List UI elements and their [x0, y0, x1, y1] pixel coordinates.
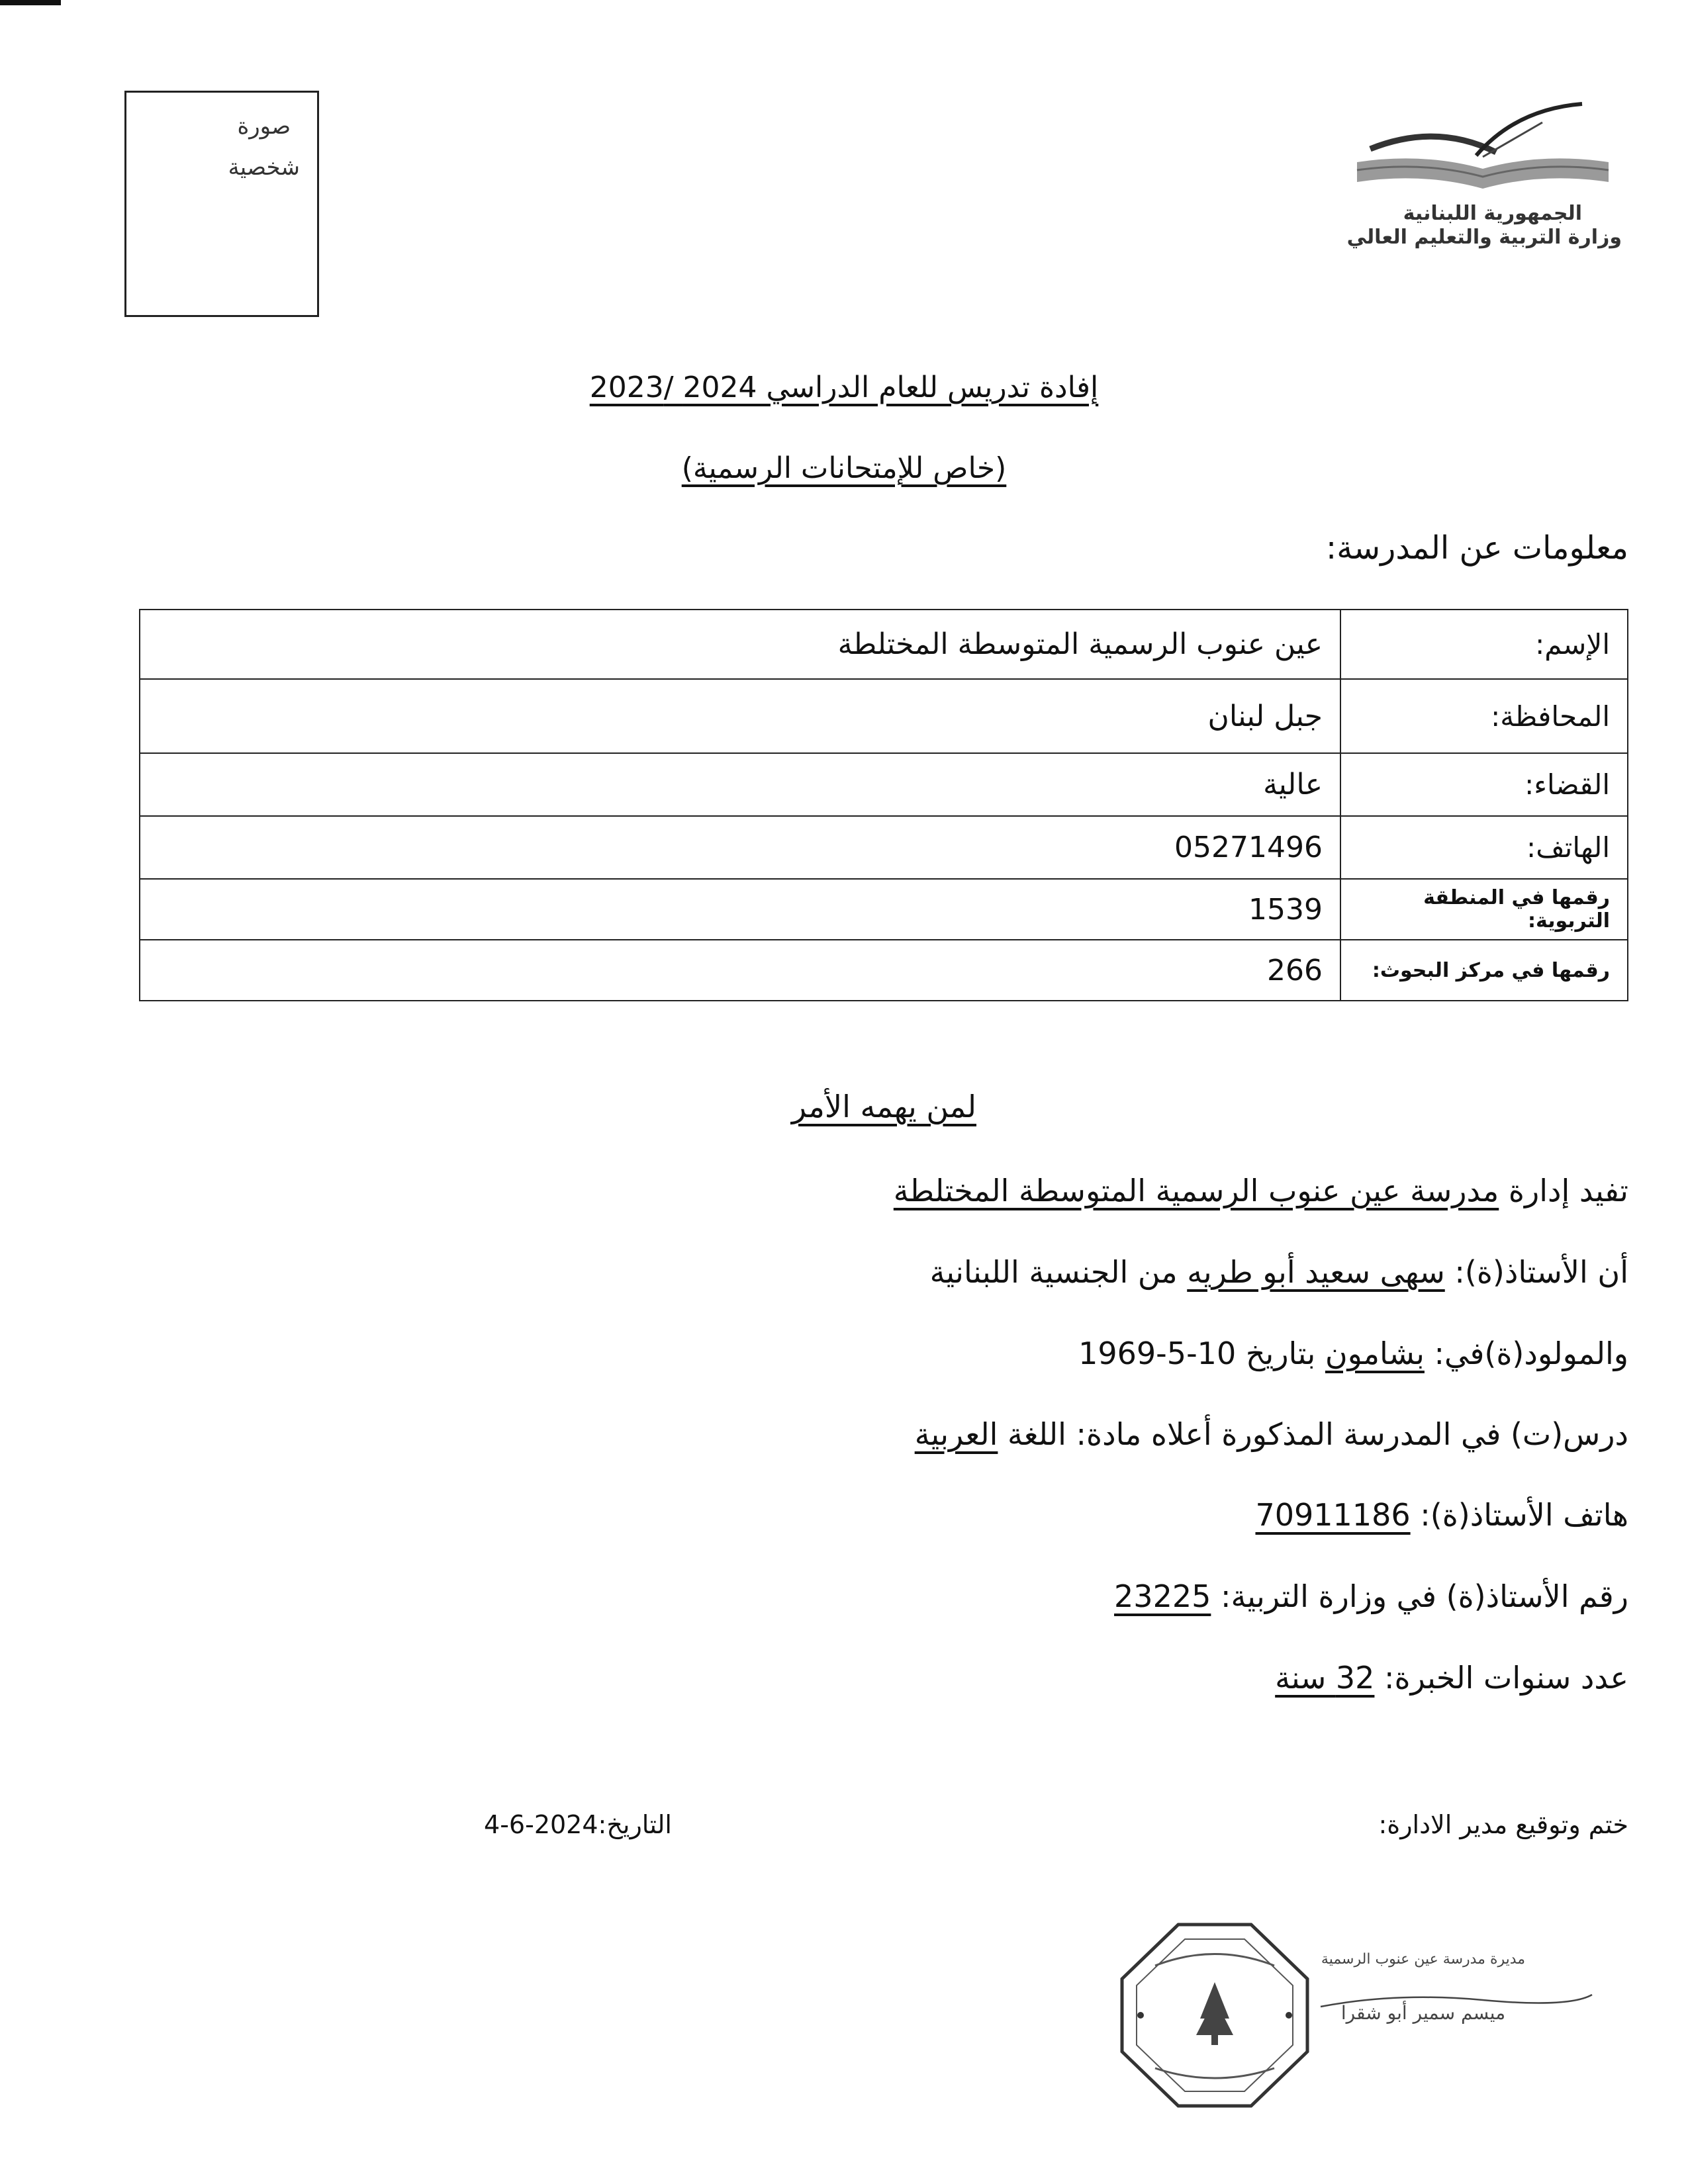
subject-value: العربية [914, 1416, 998, 1452]
line-text: تفيد إدارة [1508, 1173, 1628, 1208]
body-line-experience [1275, 1660, 1628, 1696]
line-text: من الجنسية اللبنانية [929, 1254, 1178, 1290]
logo-republic-text: الجمهورية اللبنانية [1403, 202, 1582, 225]
row-label: رقمها في مركز البحوث: [1340, 940, 1628, 1001]
school-info-table [139, 609, 1628, 1001]
document-date: التاريخ:2024-6-4 [484, 1810, 672, 1839]
row-value: جبل لبنان [140, 679, 1340, 753]
row-value: 266 [140, 940, 1340, 1001]
table-row [140, 879, 1628, 940]
birthplace-value: بشامون [1325, 1336, 1425, 1371]
line-text: رقم الأستاذ(ة) في وزارة التربية: [1221, 1578, 1628, 1614]
teacher-name-value: سهى سعيد أبو طريه [1187, 1254, 1445, 1290]
experience-value: 32 سنة [1275, 1660, 1375, 1696]
ministry-logo [1344, 96, 1622, 255]
row-label: المحافظة: [1340, 679, 1628, 753]
photo-label: صورة شخصية [228, 113, 300, 181]
row-label: الإسم: [1340, 610, 1628, 679]
line-text: أن الأستاذ(ة): [1454, 1254, 1628, 1290]
stamp-signature-label: ختم وتوقيع مدير الادارة: [1378, 1810, 1628, 1839]
document-title: إفادة تدريس للعام الدراسي 2024 /2023 [589, 371, 1099, 404]
scan-corner-mark [0, 0, 61, 5]
line-text: هاتف الأستاذ(ة): [1420, 1497, 1628, 1533]
logo-ministry-text: وزارة التربية والتعليم العالي [1346, 226, 1622, 249]
photo-placeholder-box [124, 91, 319, 317]
principal-name-text: ميسم سمير أبو شقرا [1340, 2002, 1506, 2024]
line-text: درس(ت) في المدرسة المذكورة أعلاه مادة: اللغة [1008, 1416, 1628, 1452]
teacher-phone-value: 70911186 [1255, 1497, 1411, 1533]
table-row [140, 753, 1628, 816]
row-label: رقمها في المنطقة التربوية: [1340, 879, 1628, 940]
body-line-school [894, 1173, 1628, 1208]
row-value: عالية [140, 753, 1340, 816]
body-line-subject [915, 1416, 1628, 1452]
row-label: الهاتف: [1340, 816, 1628, 879]
ministry-number-value: 23225 [1114, 1578, 1211, 1614]
table-row [140, 679, 1628, 753]
row-value: 1539 [140, 879, 1340, 940]
school-section-title: معلومات عن المدرسة: [1326, 529, 1628, 567]
table-row [140, 610, 1628, 679]
table-row [140, 940, 1628, 1001]
document-subtitle: (خاص للإمتحانات الرسمية) [681, 451, 1007, 485]
body-line-birth [1078, 1336, 1628, 1371]
principal-title-text: مديرة مدرسة عين عنوب الرسمية [1321, 1951, 1526, 1968]
line-text: عدد سنوات الخبرة: [1384, 1660, 1628, 1696]
row-label: القضاء: [1340, 753, 1628, 816]
table-row [140, 816, 1628, 879]
row-value: 05271496 [140, 816, 1340, 879]
row-value: عين عنوب الرسمية المتوسطة المختلطة [140, 610, 1340, 679]
to-whom-heading: لمن يهمه الأمر [791, 1089, 976, 1124]
body-line-ministry-number [1114, 1578, 1628, 1614]
body-line-teacher [930, 1254, 1628, 1290]
birthdate-text: بتاريخ 10-5-1969 [1078, 1336, 1316, 1371]
line-text: والمولود(ة)في: [1434, 1336, 1628, 1371]
body-line-teacher-phone [1255, 1497, 1628, 1533]
school-name-value: مدرسة عين عنوب الرسمية المتوسطة المختلطة [893, 1173, 1499, 1208]
open-book-icon [1344, 96, 1622, 195]
